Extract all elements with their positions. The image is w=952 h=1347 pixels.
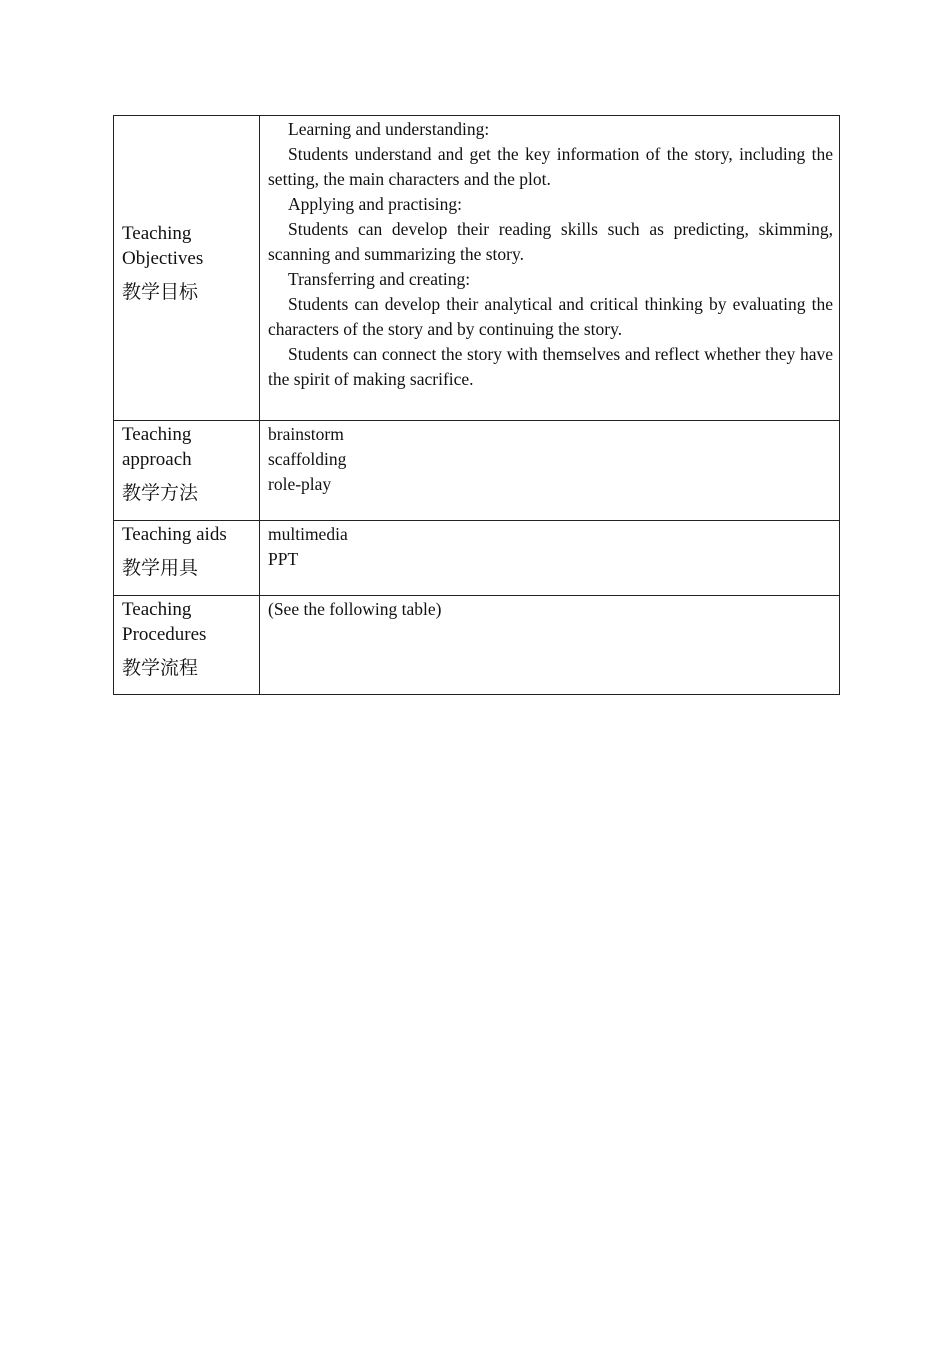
objective-text-learning: Students understand and get the key information of the story, including the setting, the main characters and the plot. <box>268 144 833 189</box>
teaching-objectives-label-cell <box>114 116 260 421</box>
teaching-procedures-label-zh: 教学流程 <box>122 658 199 679</box>
objective-heading-transferring: Transferring and creating: <box>288 269 471 289</box>
teaching-objectives-label-en-1: Teaching <box>122 223 192 244</box>
approach-item: role-play <box>268 474 332 494</box>
objective-text-transferring: Students can develop their analytical and critical thinking by evaluating the characters of the story and by continuing the story. <box>268 294 833 339</box>
teaching-aids-label-en: Teaching aids <box>122 524 227 545</box>
aid-item: multimedia <box>268 524 348 544</box>
approach-item: scaffolding <box>268 449 347 469</box>
teaching-approach-label-zh: 教学方法 <box>122 483 199 504</box>
teaching-procedures-label-cell <box>114 596 260 695</box>
lesson-plan-table <box>113 115 840 695</box>
teaching-aids-content <box>260 521 840 596</box>
teaching-aids-row <box>114 521 840 596</box>
objective-text-applying: Students can develop their reading skills such as predicting, skimming, scanning and summarizing the story. <box>268 219 833 264</box>
teaching-approach-label-en-1: Teaching <box>122 424 192 445</box>
teaching-approach-content <box>260 421 840 521</box>
objective-heading-learning: Learning and understanding: <box>288 119 490 139</box>
teaching-objectives-content <box>260 116 840 421</box>
teaching-aids-label-zh: 教学用具 <box>122 558 199 579</box>
aid-item: PPT <box>268 549 299 569</box>
teaching-approach-label-en-2: approach <box>122 449 192 470</box>
teaching-procedures-label-en-2: Procedures <box>122 624 207 645</box>
teaching-approach-label-cell <box>114 421 260 521</box>
procedures-note: (See the following table) <box>268 599 442 619</box>
teaching-objectives-label-en-2: Objectives <box>122 248 204 269</box>
teaching-approach-row <box>114 421 840 521</box>
objective-text-reflecting: Students can connect the story with themselves and reflect whether they have the spirit of making sacrifice. <box>268 344 833 389</box>
objective-heading-applying: Applying and practising: <box>288 194 463 214</box>
teaching-aids-label-cell <box>114 521 260 596</box>
teaching-objectives-row <box>114 116 840 421</box>
teaching-procedures-label-en-1: Teaching <box>122 599 192 620</box>
teaching-objectives-label-zh: 教学目标 <box>122 282 199 303</box>
teaching-procedures-content <box>260 596 840 695</box>
teaching-procedures-row <box>114 596 840 695</box>
approach-item: brainstorm <box>268 424 344 444</box>
